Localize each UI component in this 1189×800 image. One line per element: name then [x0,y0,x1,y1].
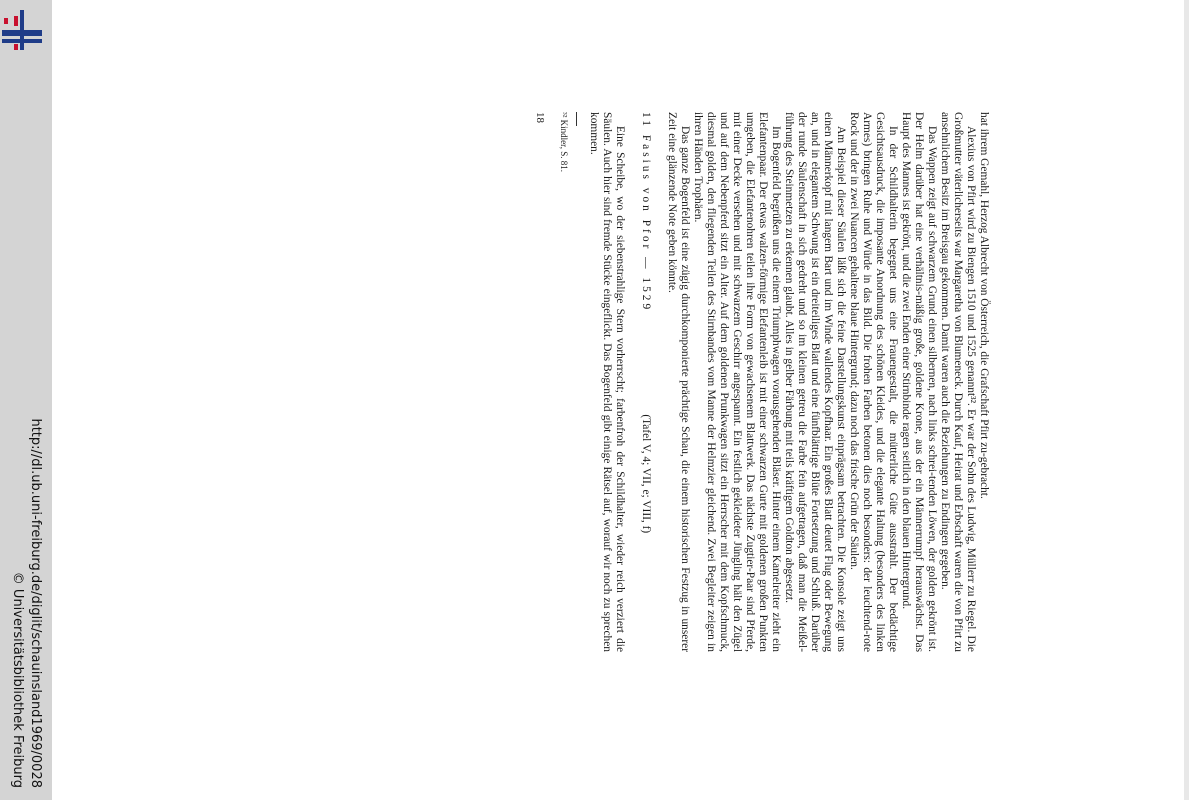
paragraph: Am Beispiel dieser Säulen läßt sich die feine Darstellungskunst einprägsam betrachten. Die Konsole zeigt uns einen Männerkopf mit langem Bart und im Winde wallendes Kopfhaar. Ein großes Blatt deutet Flug oder Bewegung an, und in elegantem Schwung ist ein dreiteiliges Blatt und eine fünfblättrige Blüte Fortsetzung und Schluß. Darüber der runde Säulenschaft in sich gedreht und so im kleinen getreu die Farbe fein aufgetragen, daß man die Meißel-führung des Steinmetzen zu erkennen glaubt. Alles in gelber Färbung mit teils kräftigem Goldton abgesetzt. [783,112,847,652]
sidebar-caption [0,0,52,800]
plate-reference: (Tafel V, 4; VII, e; VIII, f) [640,414,652,534]
paragraph: Das Wappen zeigt auf schwarzem Grund einen silbernen, nach links schrei-tenden Löwen, der golden gekrönt ist. Der Helm darüber hat eine verhältnis-mäßig große, goldene Krone, aus der ein Männerrumpf herauswächst. Das Haupt des Mannes ist gekrönt, und die zwei Enden einer Stirnbinde ragen seitlich in den blauen Hintergrund. [900,112,938,652]
section-title: 11 Fasius von Pfor — 1529 [640,112,652,313]
viewer-sidebar [0,0,52,800]
paragraph: In der Schildhalterin begegnet uns eine Frauengestalt, die mütterliche Güte ausstrahlt. Der bedächtige Gesichtsausdruck, die imposante Anordnung des schönen Kleides, und die elegante Haltung (besonders des linken Armes) bringen Ruhe und Würde in das Bild. Die frohen Farben betonen dies noch besonders: der leuchtend-rote Rock und der in zwei Nuancen gehaltene blaue Hintergrund; dazu noch das frische Grün der Säulen. [848,112,899,652]
footnote: ³² Kindler, S. 81. [559,112,569,173]
paragraph: Eine Scheibe, wo der siebenstrahlige Stern vorherrscht; farbenfroh der Schildhalter, wieder reich verziert die Säulen. Auch hier sind fremde Stücke eingeflickt. Das Bogenfeld gibt einige Rätsel auf, worauf wir noch zu sprechen kommen. [588,112,626,652]
paragraph: Alexius von Pfirt wird zu Biengen 1510 und 1525 genannt³². Er war der Sohn des Ludwig, Müllerr zu Riegel. Die Großmutter väterlicherseits war Margaretha von Blumeneck. Durch Kauf, Heirat und Erbschaft waren die von Pfirt zu ansehnlichem Besitz im Breisgau gekommen. Damit waren auch die Beziehungen zu Endingen gegeben. [939,112,977,652]
scrollbar[interactable] [1184,0,1189,800]
copyright-notice: © Universitätsbibliothek Freiburg [10,571,25,788]
document-page [250,112,990,652]
paragraph: hat ihrem Gemahl, Herzog Albrecht von Österreich, die Grafschaft Pfirt zu-gebracht. [978,112,990,499]
section-heading [639,112,652,652]
paragraph: Das ganze Bogenfeld ist eine zügig durchkomponierte prächtige Schau, die einem historischen Festzug in unserer Zeit eine glänzende Note geben könnte. [666,112,691,652]
source-url[interactable]: http://dl.ub.uni-freiburg.de/diglit/schauinsland1969/0028 [28,418,43,788]
footnote-divider [576,112,577,126]
page-number: 18 [534,112,546,123]
paragraph: Im Bogenfeld begrüßen uns die einem Triumphwagen vorausgehenden Bläser. Hinter einem Kamelreiter zieht ein Elefantenpaar. Der etwas walzen-förmige Elefantenleib ist mit einer schwarzen Gurte mit goldenen großen Punkten umgeben, die Elefantenohren teilen ihre Form von gewachsenem Blattwerk. Das nächste Zugtier-Paar sind Pferde, mit einer Decke versehen und mit schwarzem Geschirr angespannt. Ein festlich gekleideter Jüngling hält den Zügel und auf dem Nebenpferd sitzt ein Alter. Auf dem goldenen Prunkwagen sitzt ein Herrscher mit dem Kopfschmuck, diesmal golden, den fliegenden Teilen des Stirnbandes vom Manne der Helmzier gleichend. Zwei Begleiter zeigen in ihren Händen Trophäen. [692,112,782,652]
